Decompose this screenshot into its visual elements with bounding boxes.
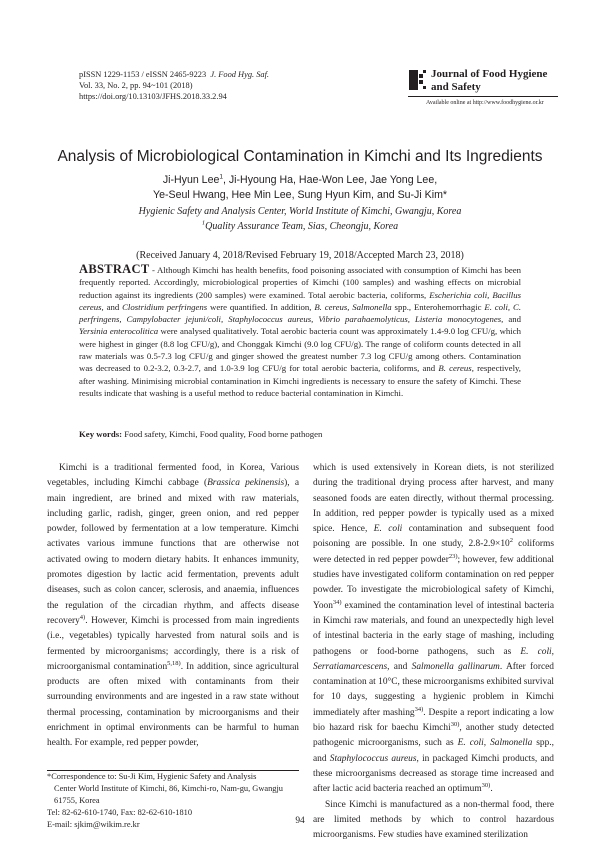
citation-header bbox=[79, 70, 269, 102]
journal-logo-icon bbox=[408, 68, 428, 92]
available-online[interactable]: Available online at http://www.foodhygiene.or.kr bbox=[426, 100, 544, 106]
body-left-column bbox=[47, 461, 299, 752]
journal-name: Journal of Food Hygiene and Safety bbox=[431, 68, 548, 93]
affiliation-2: $^1$Quality Assurance Team, Sias, Cheongju, Korea bbox=[201, 219, 399, 232]
email[interactable]: E-mail: sjkim@wikim.re.kr bbox=[47, 820, 140, 830]
doi-link[interactable]: https://doi.org/10.13103/JFHS.2018.33.2.94 bbox=[79, 91, 227, 101]
page-number: 94 bbox=[295, 816, 305, 826]
abstract: ABSTRACT - Although Kimchi has health benefits, food poisoning associated with consumption of Kimchi has been frequently reported. Accordingly, microbiological properties of Kimchi (100 samples) and washing effects on microbial reduction against its ingredients (200 samples) were examined. Total aerobic bacteria, coliforms, Escherichia coli, Bacillus cereus, and Clostridium perfringens were quantified. In addition, B. cereus, Salmonella spp., Enterohemorrhagic E. coli, C. perfringens, Campylobacter jejuni/coli, Staphylococcus aureus, Vibrio parahaemolyticus, Listeria monocytogenes, and Yersinia enterocolitica were analysed qualitatively. Total aerobic bacteria count was approximately 1.4-9.0 log CFU/g, which were highest in ginger (8.8 log CFU/g), and Chonggak Kimchi (9.0 log CFU/g). The range of coliform counts detected in all raw materials was 0.5-7.3 log CFU/g and ginger showed the greatest number 7.3 log CFU/g among others. Contamination was decreased to 0.2-3.2, 0.3-2.7, and 1.0-3.9 log CFU/g for total aerobic bacteria, coliforms, and B. cereus, respectively, after washing. Minimising microbial contamination in Kimchi ingredients is necessary to ensure the safety of Kimchi. These results indicate that washing is a useful method to reduce bacterial contamination in Kimchi. bbox=[79, 262, 522, 398]
authors-line-1: Ji-Hyun Lee$^1$, Ji-Hyoung Ha, Hae-Won Lee, Jae Yong Lee, bbox=[162, 173, 438, 186]
masthead-divider bbox=[408, 96, 558, 97]
journal-masthead bbox=[408, 66, 558, 112]
body-right-column bbox=[313, 461, 554, 843]
paragraph: Kimchi is a traditional fermented food, in Korea, Various vegetables, including Kimchi cabbage (Brassica pekinensis), a main ingredient, are brined and mixed with raw materials, including garlic, radish, ginger, green onion, and red pepper powder, followed by fermentation at a low temperature. Kimchi activates various immune functions that are otherwise not activated owing to modern dietary habits. It enhances immunity, promotes digestion by lactic acid fermentation, prevents adult diseases, such as colon cancer, sclerosis, and anaemia, influences the regulation of the circadian rhythm, and affects disease recovery$^{4)}$. However, Kimchi is processed from main ingredients (i.e., vegetables) typically harvested from natural soils and is fermented by microorganisms; accordingly, there is a risk of microorganismal contamination$^{5,18)}$. In addition, since agricultural products are often mixed with contaminants from their surrounding environments and are ingested in a raw state without thermal processing, contamination by microorganisms and their enrichment in optimal environments can be harmful to human health. For example, red pepper powder, bbox=[47, 463, 299, 749]
affiliation-1: Hygienic Safety and Analysis Center, World Institute of Kimchi, Gwangju, Korea bbox=[138, 206, 462, 217]
keywords: Key words: Food safety, Kimchi, Food quality, Food borne pathogen bbox=[79, 429, 323, 439]
paragraph: Since Kimchi is manufactured as a non-thermal food, there are limited methods by which to control hazardous microorganisms. Few studies have examined sterilization bbox=[313, 799, 554, 841]
article-dates: (Received January 4, 2018/Revised February 19, 2018/Accepted March 23, 2018) bbox=[136, 250, 464, 261]
article-title: Analysis of Microbiological Contamination in Kimchi and Its Ingredients bbox=[57, 148, 543, 165]
volume-line: Vol. 33, No. 2, pp. 94~101 (2018) bbox=[79, 80, 193, 90]
authors-line-2: Ye-Seul Hwang, Hee Min Lee, Sung Hyun Kim, and Su-Ji Kim* bbox=[152, 189, 448, 201]
paragraph: which is used extensively in Korean diets, is not sterilized during the traditional drying process after harvest, and many seasoned foods are eaten directly, without thermal processing. In addition, red pepper powder is typically used as a mixed spice. Hence, E. coli contamination and subsequent food poisoning are possible. In one study, $2.8-2.9\times 10^2$ coliforms were detected in red pepper powder$^{23)}$; however, few additional studies have investigated coliform contamination on red pepper powder. To investigate the microbiological safety of Kimchi, Yoon$^{34)}$ examined the contamination level of intestinal bacteria in Kimchi raw materials, and found an unexpectedly high level of intestinal bacteria in the early stage of mashing, including pathogens or food-borne pathogens, such as E. coli, Serratiamarcescens, and Salmonella gallinarum. After forced contamination at 10°C, these microorganisms exhibited survival for 10 days, suggesting a hygienic problem in Kimchi immediately after mashing$^{34)}$. Despite a report indicating a low bio hazard risk for baechu Kimchi$^{30)}$, another study detected pathogenic microorganisms, such as E. coli, Salmonella spp., and Staphylococcus aureus, in packaged Kimchi products, and these microorganisms decreased as storage time increased and after lactic acid bacteria reached an optimum$^{30)}$. bbox=[313, 463, 554, 795]
issn-line: pISSN 1229-1153 / eISSN 2465-9223 J. Food Hyg. Saf. bbox=[79, 70, 269, 79]
correspondence-footnote: *Correspondence to: Su-Ji Kim, Hygienic Safety and Analysis Center World Institute of Kimchi, 86, Kimchi-ro, Nam-gu, Gwangju 61755, Korea Tel: 82-62-610-1740, Fax: 82-62-610-1810 E-mail: sjkim@wikim.re.kr bbox=[47, 771, 301, 831]
abstract-label: ABSTRACT bbox=[79, 262, 150, 276]
